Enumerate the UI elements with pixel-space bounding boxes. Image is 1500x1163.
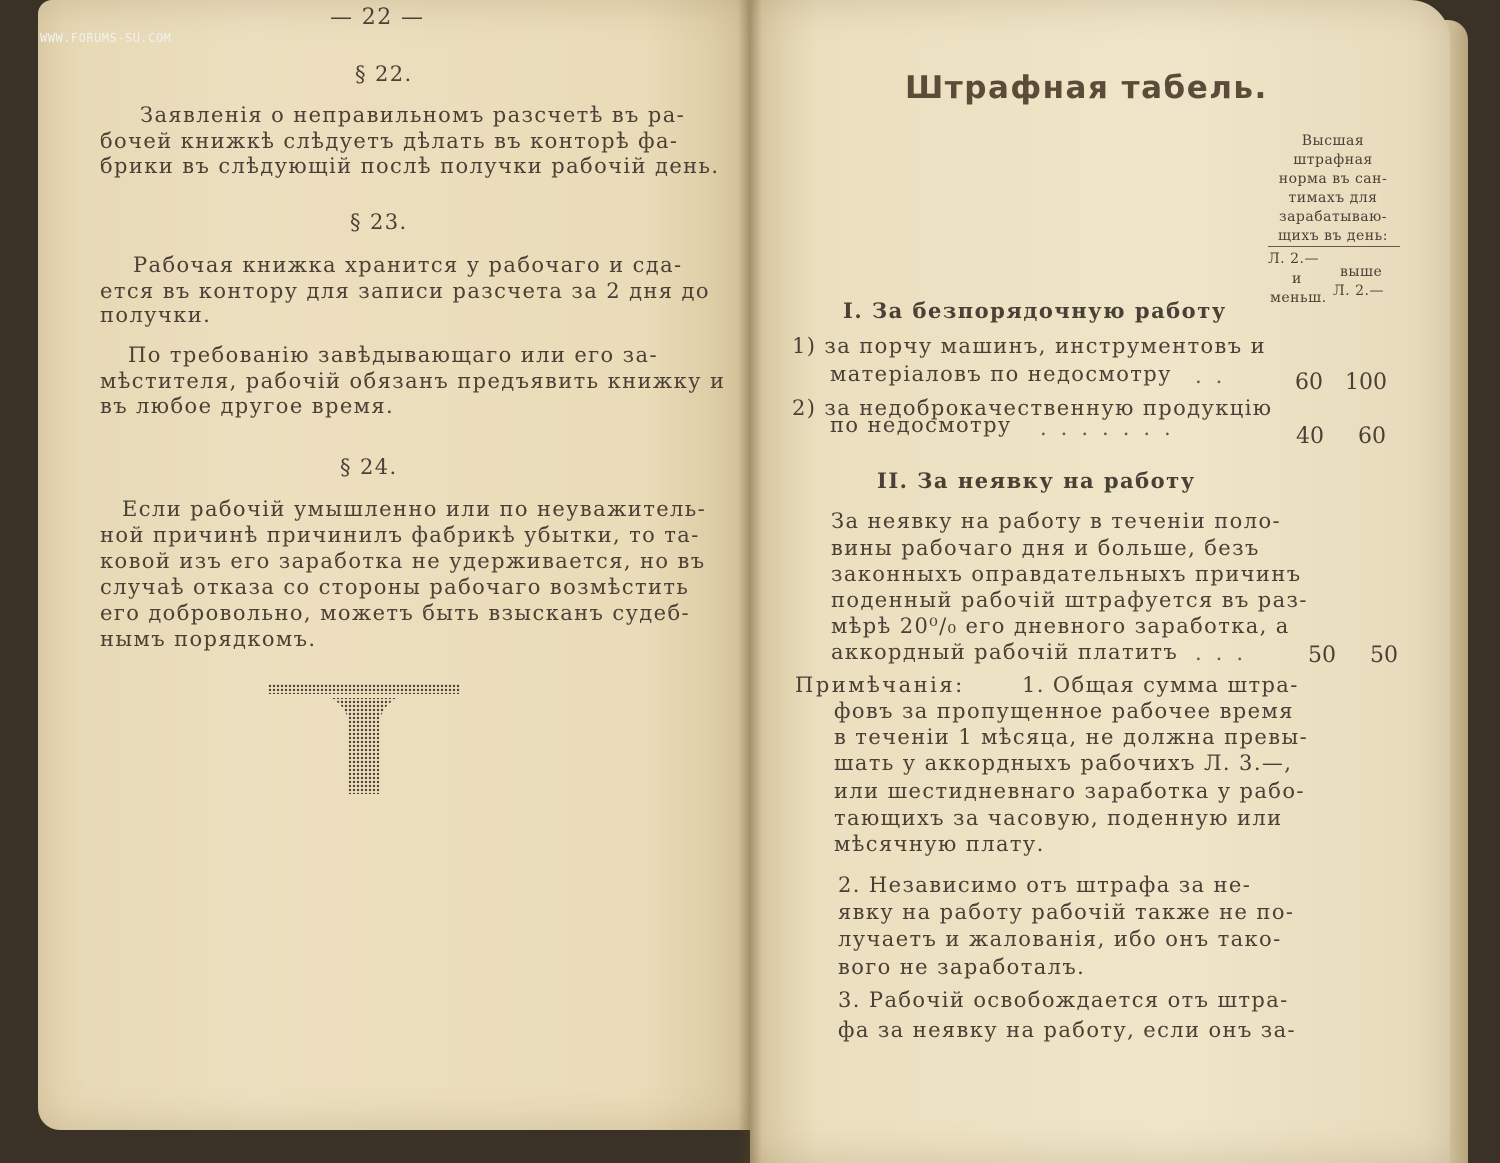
s24-line-2: ной причинѣ причинилъ фабрикѣ убытки, то та- — [100, 523, 700, 547]
item-1-line-1: 1) за порчу машинъ, инструментовъ и — [792, 334, 1267, 358]
section-23-heading: § 23. — [350, 210, 408, 234]
s24-line-5: его добровольно, можетъ быть взысканъ судеб- — [100, 601, 690, 625]
s2-line-2: вины рабочаго дня и больше, безъ — [831, 536, 1260, 560]
s2-value-1: 50 — [1308, 643, 1336, 668]
note-3-line-2: фа за неявку на работу, если онъ за- — [838, 1018, 1297, 1042]
item-2-line-1: 2) за недоброкачественную продукцію — [792, 396, 1273, 420]
s2-line-1: За неявку на работу в теченіи поло- — [831, 509, 1281, 533]
note-1-line-6: тающихъ за часовую, поденную или — [834, 806, 1283, 830]
column-header-rule — [1268, 246, 1400, 247]
column-header-line: Высшая — [1301, 133, 1365, 149]
leader-dots: .. — [1195, 364, 1237, 388]
s22-line-2: бочей книжкѣ слѣдуетъ дѣлать въ конторѣ фа- — [100, 129, 679, 153]
col1-top: Л. 2.— — [1268, 251, 1319, 267]
column-header-line: тимахъ для — [1288, 190, 1378, 206]
s22-line-1: Заявленія о неправильномъ разсчетѣ въ ра- — [140, 103, 686, 127]
note-1-line-4: шать у аккордныхъ рабочихъ Л. 3.—, — [834, 751, 1293, 775]
book-spine — [738, 0, 762, 1163]
item-2-value-1: 40 — [1296, 424, 1324, 449]
item-2-value-2: 60 — [1358, 424, 1386, 449]
section-24-heading: § 24. — [340, 455, 398, 479]
note-2-line-2: явку на работу рабочій также не по- — [838, 900, 1295, 924]
note-2-line-1: 2. Независимо отъ штрафа за не- — [838, 873, 1252, 897]
item-1-line-2: матеріаловъ по недосмотру — [830, 362, 1172, 386]
note-1-line-1: 1. Общая сумма штра- — [1022, 673, 1299, 697]
s23-line-1: Рабочая книжка хранится у рабочаго и сда- — [133, 253, 683, 277]
column-header — [1268, 132, 1398, 246]
column-header-line: щихъ въ день: — [1278, 228, 1388, 244]
item-1-value-2: 100 — [1345, 370, 1387, 395]
s24-line-4: случаѣ отказа со стороны рабочаго возмѣстить — [100, 575, 690, 599]
column-header-line: штрафная — [1293, 152, 1373, 168]
s23-line-4: По требованію завѣдывающаго или его за- — [128, 343, 658, 367]
col2-bottom: Л. 2.— — [1333, 283, 1384, 299]
s23-line-3: получки. — [100, 303, 212, 327]
page-number: — 22 — — [330, 5, 425, 30]
note-1-line-3: в теченіи 1 мѣсяца, не должна превы- — [834, 725, 1309, 749]
note-1-line-7: мѣсячную плату. — [834, 832, 1045, 856]
note-1-line-2: фовъ за пропущенное рабочее время — [834, 699, 1294, 723]
col2-top: выше — [1340, 264, 1383, 280]
s2-line-4: поденный рабочій штрафуется въ раз- — [831, 588, 1308, 612]
col1-mid: и — [1292, 271, 1302, 287]
item-1-value-1: 60 — [1295, 370, 1323, 395]
section-1-heading: I. За безпорядочную работу — [843, 298, 1227, 323]
s23-line-5: мѣстителя, рабочій обязанъ предъявить книжку и — [100, 369, 726, 393]
section-22-heading: § 22. — [355, 62, 413, 86]
page-title: Штрафная табель. — [905, 70, 1268, 106]
notes-label: Примѣчанія: — [795, 673, 965, 697]
note-2-line-4: вого не заработалъ. — [838, 955, 1086, 979]
s2-line-6: аккордный рабочій платитъ — [831, 640, 1179, 664]
col1-bottom: меньш. — [1270, 290, 1327, 306]
column-header-line: норма въ сан- — [1278, 171, 1388, 187]
s24-line-6: нымъ порядкомъ. — [100, 627, 317, 651]
note-3-line-1: 3. Рабочій освобождается отъ штра- — [838, 988, 1289, 1012]
s24-line-1: Если рабочій умышленно или по неуважитель- — [122, 497, 707, 521]
s2-value-2: 50 — [1370, 643, 1398, 668]
leader-dots: ... — [1195, 641, 1258, 665]
s23-line-2: ется въ контору для записи разсчета за 2 дня до — [100, 279, 710, 303]
s23-line-6: въ любое другое время. — [100, 394, 395, 418]
s24-line-3: ковой изъ его заработка не удерживается, но въ — [100, 549, 706, 573]
note-1-line-5: или шестидневнаго заработка у рабо- — [834, 779, 1305, 803]
s2-line-3: законныхъ оправдательныхъ причинъ — [831, 562, 1302, 586]
leader-dots: ....... — [1040, 416, 1185, 440]
column-header-line: зарабатываю- — [1278, 209, 1388, 225]
note-2-line-3: лучаетъ и жалованія, ибо онъ тако- — [838, 927, 1282, 951]
watermark: WWW.FORUMS-SU.COM — [40, 31, 172, 45]
s2-line-5: мѣрѣ 20⁰/₀ его дневного заработка, а — [831, 614, 1290, 638]
item-2-line-2: по недосмотру — [830, 413, 1012, 437]
dotted-ornament — [268, 684, 460, 796]
section-2-heading: II. За неявку на работу — [877, 468, 1196, 493]
s22-line-3: брики въ слѣдующій послѣ получки рабочій день. — [100, 154, 720, 178]
